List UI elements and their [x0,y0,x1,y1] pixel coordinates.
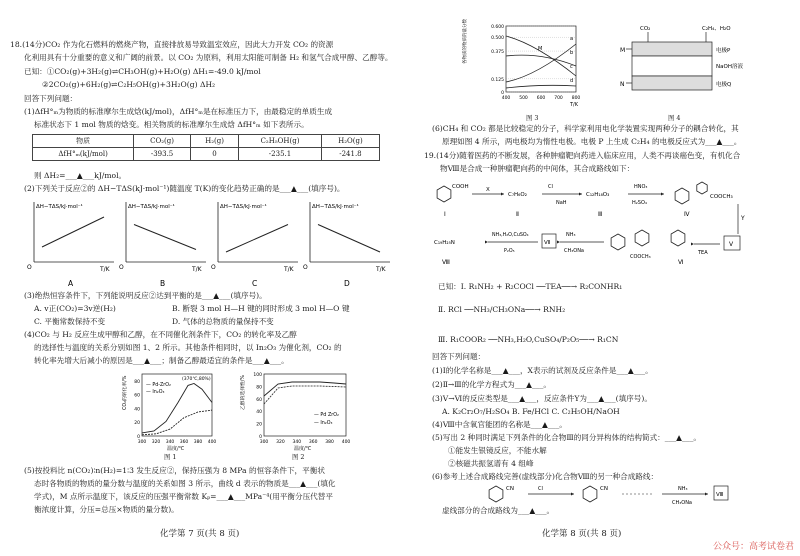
q18-answer-label: 回答下列问题： [24,94,78,103]
y-tick-label: 20 [134,421,140,427]
x-tick-label: 800 [571,96,581,101]
y-tick-label: 0.500 [491,36,504,42]
arrow-head [501,193,504,196]
arrow-head [557,241,560,244]
option-3b: B. 断裂 3 mol H—H 键的同时形成 3 mol H—O 键 [172,304,350,313]
y-tick-label: 0.600 [491,25,504,30]
table-cell: CO₂(g) [134,135,191,148]
compound-i-group: COOH [452,184,469,190]
compound-viii: C₁₉H₂₅N [434,240,455,246]
y-tick-label: 0 [137,435,140,440]
q18-p6b: 原理如图 4 所示，两电极均为惰性电极。电极 P 上生成 C₂H₄ 的电极反应式为___▲___。 [442,137,742,146]
pd-curve [264,386,346,404]
q18-p1c: 则 ΔH₂=___▲___kJ/mol。 [34,171,127,180]
q18-p5c: 学式)，M 点所示温度下，该反应的压强平衡常数 Kₚ=___▲___MPa⁻⁴(用平衡分压代替平 [34,492,333,501]
q18-p3: (3)绝热恒容条件下，下列能说明反应②达到平衡的是___▲___(填序号)。 [24,291,267,300]
y-tick-label: 0.375 [491,50,504,56]
q19-q3: (3)Ⅴ→Ⅵ的反应类型是___▲___，反应条件Y为___▲___(填序号)。 [432,394,652,403]
arrow-head [571,493,574,496]
curve-c [506,55,576,66]
graph-letter: B [160,279,166,288]
y-tick-label: 0 [501,91,504,96]
compound-vi-label: Ⅵ [678,259,684,266]
graph-origin: O [119,264,124,271]
legend-pd: — Pd [314,413,327,418]
curve-a [506,36,576,76]
option-3c: C. 平衡常数保持不变 [34,317,106,326]
x-tick-label: 500 [519,96,528,101]
compound-ii: C₇H₆O₂ [508,192,527,198]
route-viii-label: Ⅷ [716,492,724,498]
reagent-cuso4: NH₃,H₂O,CuSO₄ [492,233,529,238]
q19-q4: (4)Ⅷ中含氧官能团的名称是___▲___。 [432,420,567,429]
arrow-head [579,193,582,196]
x-tick-label: 380 [193,440,203,445]
x-tick-label: 600 [536,96,546,101]
reagent-h2so4: H₂SO₄ [632,200,647,206]
route-ch3ona: CH₃ONa [672,500,692,506]
enthalpy-table [32,134,380,161]
x-tick-label: 700 [554,96,563,101]
y-axis-label: 乙醇的选择性/% [241,375,246,410]
q18-p4b: 的选择性与温度的关系分别如图 1、2 所示。其他条件相同时，以 In₂O₃ 为催化剂，CO₂ 的 [34,343,342,352]
q18-p5a: (5)按投料比 n(CO₂)∶n(H₂)=1∶3 发生反应②，保持压强为 8 MPa 的恒容条件下，平衡状 [24,466,325,475]
table-cell: -235.1 [239,148,322,161]
legend-in2o3: — In₂O₃ [314,421,333,426]
reagent-x: X [486,187,490,193]
x-tick-label: 380 [325,440,334,445]
q19-q5: (5)写出 2 种同时满足下列条件的化合物Ⅲ的同分异构体的结构简式：___▲___。 [432,433,701,442]
start-group: CN [506,486,514,492]
curve-label: b [570,50,574,56]
curve-d [506,85,576,88]
graph-origin: O [27,264,32,271]
x-tick-label: 400 [501,96,511,101]
table-header-row [33,135,380,148]
q18-p5d: 衡浓度计算，分压=总压×物质的量分数)。 [34,505,179,514]
reagent-y: Y [741,215,745,222]
q18-p1a: (1)ΔfH°ₘ为物质的标准摩尔生成焓(kJ/mol)，ΔfH°ₘ是在标准压力下，由最稳定的单质生成 [24,107,333,116]
curve-label: d [570,78,574,84]
x-tick-label: 360 [308,440,318,445]
q19-answer-label: 回答下列问题： [432,352,486,361]
x-tick-label: 400 [207,440,217,445]
legend-pd-zro2: — Pd-ZrO₂ [146,383,171,388]
x-axis-label: 温度/℃ [167,446,185,452]
arrow-head [705,493,708,496]
footer-page-7: 化学第 7 页(共 8 页) [160,529,240,539]
q19-intro-1: 19.(14分)随着医药的不断发展，各种肿瘤靶向药进入临床应用，人类不再谈癌色变，有机化合 [424,151,741,160]
legend-zro2: ZrO₂ [328,413,339,418]
y-tick-label: 80 [134,379,140,385]
trend-line [318,225,380,253]
q19-intro-2: 物Ⅷ是合成一种肿瘤靶向药的中间体，其合成路线如下： [440,164,635,173]
compound-vi-ring [671,230,685,246]
electrode-q [632,76,712,90]
label-electrode-q: 电极Q [716,82,732,88]
q18-intro-2: 化利用具有十分重要的意义和广阔的前景。以 CO₂ 为原料，利用太阳能可制备 H₂ 和氢气合成甲醇、乙醇等。 [24,53,393,62]
reagent-tea: TEA [698,250,708,256]
q19-q2: (2)Ⅱ→Ⅲ的化学方程式为___▲___。 [432,380,551,389]
compound-iii: C₁₂H₁₈O₃ [586,192,610,198]
table-cell: H₂O(g) [321,135,379,148]
figure-4-electrolysis [610,22,760,110]
arrow-head [485,241,488,244]
x-tick-label: 300 [259,440,269,445]
q19-q6-end: 虚线部分的合成路线为___▲___。 [442,506,555,515]
table-cell: -393.5 [134,148,191,161]
annotation: (370℃,80%) [182,377,211,382]
trend-graphs [27,198,390,290]
graph-letter: D [344,279,350,288]
graph-origin: O [211,264,216,271]
figure-4-caption: 图 4 [668,114,681,122]
mid-group: CN [600,486,608,492]
table-cell: 0 [190,148,238,161]
compound-iv-group: COOCH₃ [710,194,733,200]
graph-origin: O [303,264,308,271]
curve-label: a [570,36,574,42]
graph-xlabel: T/K [192,266,202,273]
x-tick-label: 340 [292,440,302,445]
graph-xlabel: T/K [284,266,294,273]
footer-page-8: 化学第 8 页(共 8 页) [542,529,622,539]
compound-ii-label: Ⅱ [516,211,519,218]
label-electrode-p: 电极P [716,48,731,54]
alt-synthesis-route [482,480,782,508]
electrode-p [632,42,712,56]
electrolyte [632,56,712,76]
graph-xlabel: T/K [376,266,386,273]
q19-known-1: 已知：Ⅰ. R₁NH₂ + R₂COCl ──TEA──→ R₂CONHR₁ [438,282,623,291]
point-label: M [538,46,543,52]
x-tick-label: 300 [137,440,147,445]
y-axis-label: 各物质的物质的量分数 [463,19,468,64]
compound-iv-label: Ⅳ [684,211,690,218]
q18-p4a: (4)CO₂ 与 H₂ 反应生成甲醇和乙醇，在不同催化剂条件下，CO₂ 的转化率及乙醇 [24,330,297,339]
graph-letter: A [68,279,74,288]
figure-1-chart [124,368,220,460]
plot-frame [506,26,576,92]
compound-iv-ring [675,188,689,204]
arrow-head [661,193,664,196]
y-tick-label: 0.125 [491,77,504,83]
trend-line [134,225,196,250]
figure-3-caption: 图 3 [526,114,539,122]
compound-iii-label: Ⅲ [598,211,603,218]
q18-p2: (2)下列关于反应②的 ΔH−TΔS(kJ·mol⁻¹)随温度 T(K)的变化趋势正确的是___▲___(填序号)。 [24,184,345,193]
q19-q6: (6)参考上述合成路线完善(虚线部分)化合物Ⅷ的另一种合成路线： [432,472,659,481]
q18-p6a: (6)CH₄ 和 CO₂ 都是比较稳定的分子，科学家利用电化学装置实现两种分子的耦合转化，其 [432,124,739,133]
x-axis-label: T/K [570,102,579,108]
start-ring [489,486,503,502]
q19-q3-options: A. K₂Cr₂O₇/H₂SO₄ B. Fe/HCl C. C₂H₅OH/NaOH [442,407,620,416]
compound-viii-label: Ⅷ [442,259,450,266]
q19-q5-cond-1: ①能发生银镜反应，不能水解 [448,446,547,455]
x-tick-label: 320 [276,440,285,445]
watermark: 公众号：高考试卷君 [712,542,794,552]
curve-label: c [570,64,573,70]
side-m: M [620,47,626,54]
table-row [33,148,380,161]
figure-2-caption: 图 2 [292,453,305,461]
y-tick-label: 20 [256,422,262,428]
graph-ylabel: ΔH−TΔS/kJ·mol⁻¹ [312,204,359,210]
compound-iv-cyclopentane [697,182,707,194]
x-tick-label: 340 [165,440,175,445]
table-cell: ΔfH°ₘ(kJ/mol) [33,148,134,161]
q18-known-1: 已知：①CO₂(g)+3H₂(g)⇌CH₃OH(g)+H₂O(g) ΔH₁=-49.0 kJ/mol [24,67,261,76]
y-tick-label: 60 [256,397,262,403]
graph-letter: C [252,279,258,288]
figure-3-chart [463,19,586,110]
compound-v-label: Ⅴ [729,241,734,248]
label-co2: CO₂ [640,26,651,32]
y-tick-label: 100 [253,373,262,378]
label-c2h4: C₂H₄、H₂O [702,26,731,32]
arrow-head [691,243,694,246]
in2o3-curve [264,382,346,396]
reagent-hno3: HNO₃ [634,184,648,190]
label-naoh: NaOH溶液 [716,64,743,70]
graph-xlabel: T/K [100,266,110,273]
q18-known-2: ②2CO₂(g)+6H₂(g)⇌C₂H₅OH(g)+3H₂O(g) ΔH₂ [42,80,216,89]
x-tick-label: 320 [151,440,161,445]
reagent-p2o5: P₂O₅ [504,249,515,254]
y-axis-label: CO₂的转化率/% [123,375,128,410]
y-tick-label: 60 [134,393,140,399]
table-cell: 物质 [33,135,134,148]
reagent-ch3ona: CH₃ONa [564,248,584,254]
reagent-nh3: NH₃ [566,232,576,238]
table-cell: C₂H₅OH(g) [239,135,322,148]
q19-q5-cond-2: ②核磁共振氢谱有 4 组峰 [448,459,534,468]
q19-known-3: Ⅲ. R₁COOR₂ ──NH₃,H₂O,CuSO₄/P₂O₅──→ R₁CN [438,335,619,344]
y-tick-label: 40 [134,407,140,413]
graph-ylabel: ΔH−TΔS/kJ·mol⁻¹ [220,204,267,210]
q19-q1: (1)Ⅰ的化学名称是___▲___，X表示的试剂及反应条件是___▲___。 [432,366,653,375]
trend-line [226,225,288,253]
x-tick-label: 360 [179,440,189,445]
compound-vi-ring-3 [635,230,649,246]
y-tick-label: 0 [259,435,262,440]
figure-2-chart [241,368,354,460]
x-axis-label: 温度/℃ [294,446,312,452]
compound-i-ring [437,186,451,202]
x-tick-label: 400 [341,440,351,445]
q19-known-2: Ⅱ. RCl ──NH₃/CH₃ONa──→ RNH₂ [438,305,566,314]
q18-p4c: 转化率先增大后减小的原因是___▲___；制备乙醇最适宜的条件是___▲___。 [34,356,289,365]
y-tick-label: 40 [256,410,262,416]
table-cell: -241.8 [321,148,379,161]
compound-vi-ring-2 [611,234,625,250]
figure-1-caption: 图 1 [164,453,177,461]
q18-p1b: 标准状态下 1 mol 物质的焓变。相关物质的标准摩尔生成焓 ΔfH°ₘ 如下表所示。 [34,120,309,129]
option-3a: A. v正(CO₂)=3v逆(H₂) [34,304,116,313]
q18-p5b: 态时各物质的物质的量分数与温度的关系如图 3 所示，曲线 d 表示的物质是___▲___(填化 [34,479,336,488]
y-tick-label: 80 [256,385,262,391]
option-3d: D. 气体的总物质的量保持不变 [172,317,274,326]
compound-vi-group: COOCH₃ [630,254,651,260]
graph-ylabel: ΔH−TΔS/kJ·mol⁻¹ [128,204,175,210]
compound-i-label: Ⅰ [444,211,446,218]
synthesis-scheme [432,174,792,274]
trend-line [42,217,104,247]
route-reagent: Cl [538,486,543,492]
reagent-nah: NaH [556,200,567,206]
mid-ring [583,486,597,502]
legend-in2o3: — In₂O₃ [146,390,165,395]
q18-intro-1: 18.(14分)CO₂ 作为化石燃料的燃烧产物，直接排放易导致温室效应，因此大力开发 CO₂ 的资源 [10,40,334,49]
table-cell: H₂(g) [190,135,238,148]
side-n: N [620,81,625,88]
reagent-cl: Cl [548,184,553,190]
compound-vii-label: Ⅶ [544,240,551,246]
graph-ylabel: ΔH−TΔS/kJ·mol⁻¹ [36,204,83,210]
route-nh3: NH₃ [678,486,688,492]
